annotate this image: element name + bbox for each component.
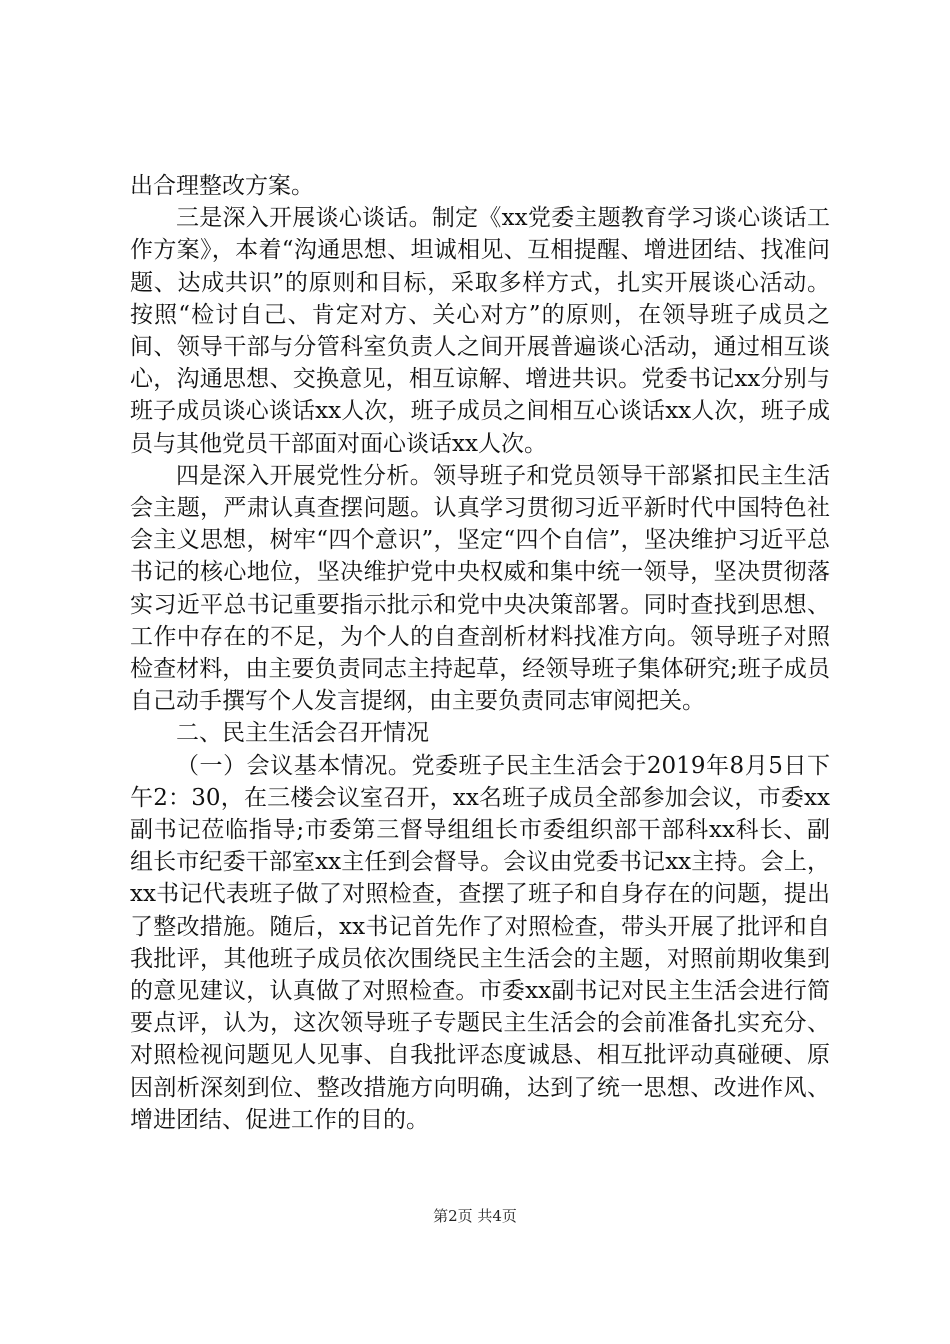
page-number-footer: 第2页 共4页 <box>433 1207 517 1225</box>
paragraph-meeting-basic-info: （一）会议基本情况。党委班子民主生活会于2019年8月5日下午2：30，在三楼会议室召开，xx名班子成员全部参加会议，市委xx副书记莅临指导;市委第三督导组组长市委组织部干部科xx科长、副组长市纪委干部室xx主任到会督导。会议由党委书记xx主持。会上，xx书记代表班子做了对照检查，查摆了班子和自身存在的问题，提出了整改措施。随后，xx书记首先作了对照检查，带头开展了批评和自我批评，其他班子成员依次围绕民主生活会的主题，对照前期收集到的意见建议，认真做了对照检查。市委xx副书记对民主生活会进行简要点评，认为，这次领导班子专题民主生活会的会前准备扎实充分、对照检视问题见人见事、自我批评态度诚恳、相互批评动真碰硬、原因剖析深刻到位、整改措施方向明确，达到了统一思想、改进作风、增进团结、促进工作的目的。 <box>130 752 830 1133</box>
paragraph-party-spirit-analysis: 四是深入开展党性分析。领导班子和党员领导干部紧扣民主生活会主题，严肃认真查摆问题。认真学习贯彻习近平新时代中国特色社会主义思想，树牢“四个意识”，坚定“四个自信”，坚决维护习近平总书记的核心地位，坚决维护党中央权威和集中统一领导，坚决贯彻落实习近平总书记重要指示批示和党中央决策部署。同时查找到思想、工作中存在的不足，为个人的自查剖析材料找准方向。领导班子对照检查材料，由主要负责同志主持起草，经领导班子集体研究;班子成员自己动手撰写个人发言提纲，由主要负责同志审阅把关。 <box>130 462 830 715</box>
paragraph-heart-to-heart-talks: 三是深入开展谈心谈话。制定《xx党委主题教育学习谈心谈话工作方案》，本着“沟通思想、坦诚相见、互相提醒、增进团结、找准问题、达成共识”的原则和目标，采取多样方式，扎实开展谈心活动。按照“检讨自己、肯定对方、关心对方”的原则，在领导班子成员之间、领导干部与分管科室负责人之间开展普遍谈心活动，通过相互谈心，沟通思想、交换意见，相互谅解、增进共识。党委书记xx分别与班子成员谈心谈话xx人次，班子成员之间相互心谈话xx人次，班子成员与其他党员干部面对面心谈话xx人次。 <box>130 205 830 457</box>
section-heading-meeting-status: 二、民主生活会召开情况 <box>176 720 429 747</box>
paragraph-continuation: 出合理整改方案。 <box>130 173 314 199</box>
document-body <box>130 170 830 1136</box>
